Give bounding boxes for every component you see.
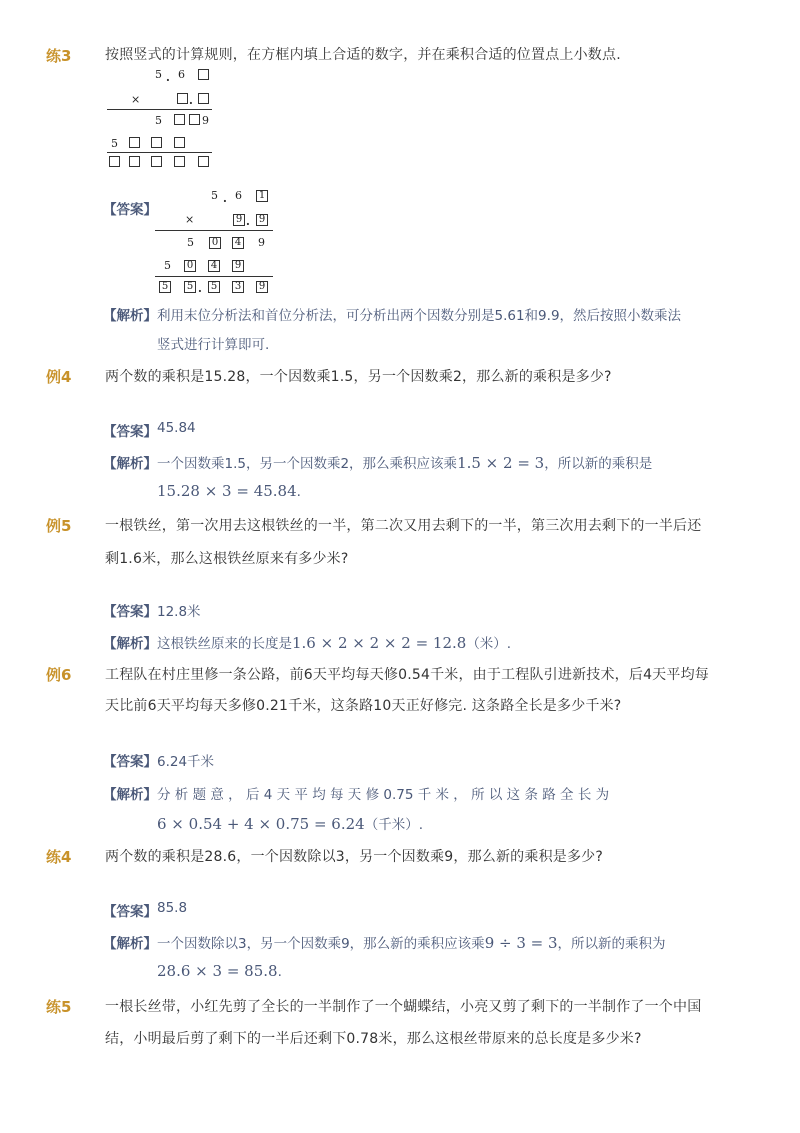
times-sign: × (185, 213, 195, 226)
analysis-text: （千米）. (364, 817, 423, 833)
rule-line (155, 230, 273, 231)
blank-box (129, 156, 140, 167)
blank-box (151, 137, 162, 148)
analysis-text: . (296, 484, 301, 500)
answer-text: 45.84 (157, 420, 196, 436)
answer-label: 【答案】 (103, 424, 157, 440)
analysis-label: 【解析】 (103, 308, 157, 324)
analysis-text: 分 析 题 意 ， 后 4 天 平 均 每 天 修 0.75 千 米 ， 所 以 这 条 路 全 长 为 (157, 787, 610, 803)
answer-text: 6.24千米 (157, 754, 215, 770)
blank-box (174, 156, 185, 167)
digit: 5 (164, 259, 171, 272)
problem-tag-e6: 例6 (46, 666, 72, 684)
digit: 5 (155, 114, 162, 127)
analysis-text: ，所以新的乘积是 (544, 456, 653, 472)
analysis-line (157, 813, 423, 833)
analysis-text: 竖式进行计算即可. (157, 337, 270, 353)
blank-box (198, 93, 209, 104)
analysis-text: . (277, 964, 282, 980)
blank-box (198, 156, 209, 167)
digit: 9 (258, 236, 265, 249)
analysis-label: 【解析】 (103, 936, 157, 952)
digit: 5 (155, 68, 162, 81)
question-l4: 两个数的乘积是28.6，一个因数除以3，另一个因数乘9，那么新的乘积是多少? (105, 849, 604, 865)
analysis-math: 1.5 × 2 = 3 (457, 454, 545, 472)
blank-box (129, 137, 140, 148)
digit: 6 (178, 68, 185, 81)
blank-box (177, 93, 188, 104)
decimal-point: . (198, 282, 202, 295)
analysis-line (157, 932, 666, 952)
analysis-math: 6 × 0.54 + 4 × 0.75 = 6.24 (157, 815, 365, 833)
problem-tag-e5: 例5 (46, 517, 72, 535)
times-sign: × (131, 93, 141, 106)
question-e5: 一根铁丝，第一次用去这根铁丝的一半，第二次又用去剩下的一半，第三次用去剩下的一半后还 (105, 518, 702, 534)
digit: 6 (235, 189, 242, 202)
analysis-text: 一个因数乘1.5，另一个因数乘2，那么乘积应该乘 (157, 456, 458, 472)
question-e6: 天比前6天平均每天多修0.21千米，这条路10天正好修完. 这条路全长是多少千米? (105, 698, 622, 714)
rule-line (155, 276, 273, 277)
blank-box (151, 156, 162, 167)
answer-label: 【答案】 (103, 604, 157, 620)
decimal-point: . (223, 192, 227, 205)
answer-label: 【答案】 (103, 202, 157, 218)
decimal-point: . (246, 215, 250, 228)
rule-line (107, 152, 212, 153)
decimal-point: . (166, 71, 170, 84)
analysis-math: 28.6 × 3 = 85.8 (157, 962, 278, 980)
filled-box: 3 (232, 281, 244, 293)
problem-tag-e4: 例4 (46, 368, 72, 386)
analysis-text: ，所以新的乘积为 (557, 936, 666, 952)
analysis-text: （米）. (466, 636, 512, 652)
digit: 5 (187, 236, 194, 249)
analysis-label: 【解析】 (103, 456, 157, 472)
answer-label: 【答案】 (103, 754, 157, 770)
blank-box (189, 114, 200, 125)
filled-box: 5 (184, 281, 196, 293)
question-l5: 一根长丝带，小红先剪了全长的一半制作了一个蝴蝶结，小亮又剪了剩下的一半制作了一个中国 (105, 999, 702, 1015)
filled-box: 9 (256, 281, 268, 293)
analysis-text: 利用末位分析法和首位分析法，可分析出两个因数分别是5.61和9.9，然后按照小数乘法 (157, 308, 682, 324)
analysis-line (157, 452, 652, 472)
answer-text: 85.8 (157, 900, 188, 916)
filled-box: 0 (184, 260, 196, 272)
problem-tag-l5: 练5 (46, 998, 72, 1016)
analysis-math: 15.28 × 3 = 45.84 (157, 482, 297, 500)
digit: 5 (211, 189, 218, 202)
analysis-math: 1.6 × 2 × 2 × 2 = 12.8 (292, 634, 467, 652)
analysis-line (157, 632, 511, 652)
problem-tag-l3: 练3 (46, 47, 72, 65)
answer-label: 【答案】 (103, 904, 157, 920)
puzzle-solved (155, 186, 280, 298)
filled-box: 1 (256, 190, 268, 202)
answer-text: 12.8米 (157, 604, 201, 620)
analysis-line (157, 482, 301, 500)
analysis-label: 【解析】 (103, 787, 157, 803)
analysis-line (157, 962, 282, 980)
filled-box: 9 (256, 214, 268, 226)
analysis-math: 9 ÷ 3 = 3 (484, 934, 558, 952)
filled-box: 4 (232, 237, 244, 249)
problem-tag-l4: 练4 (46, 848, 72, 866)
digit: 5 (111, 137, 118, 150)
puzzle-unsolved (105, 66, 220, 176)
filled-box: 4 (208, 260, 220, 272)
question-l3: 按照竖式的计算规则，在方框内填上合适的数字，并在乘积合适的位置点上小数点. (105, 47, 621, 63)
filled-box: 9 (232, 260, 244, 272)
blank-box (174, 114, 185, 125)
decimal-point: . (189, 94, 193, 107)
question-e5: 剩1.6米，那么这根铁丝原来有多少米? (105, 551, 349, 567)
question-l5: 结，小明最后剪了剩下的一半后还剩下0.78米，那么这根丝带原来的总长度是多少米? (105, 1031, 642, 1047)
filled-box: 9 (233, 214, 245, 226)
blank-box (198, 69, 209, 80)
analysis-text: 一个因数除以3，另一个因数乘9，那么新的乘积应该乘 (157, 936, 485, 952)
blank-box (109, 156, 120, 167)
question-e4: 两个数的乘积是15.28，一个因数乘1.5，另一个因数乘2，那么新的乘积是多少? (105, 369, 612, 385)
rule-line (107, 109, 212, 110)
digit: 9 (202, 114, 209, 127)
filled-box: 5 (159, 281, 171, 293)
analysis-text: 这根铁丝原来的长度是 (157, 636, 292, 652)
analysis-label: 【解析】 (103, 636, 157, 652)
filled-box: 5 (208, 281, 220, 293)
question-e6: 工程队在村庄里修一条公路，前6天平均每天修0.54千米，由于工程队引进新技术，后4天平均每 (105, 667, 709, 683)
filled-box: 0 (209, 237, 221, 249)
blank-box (174, 137, 185, 148)
